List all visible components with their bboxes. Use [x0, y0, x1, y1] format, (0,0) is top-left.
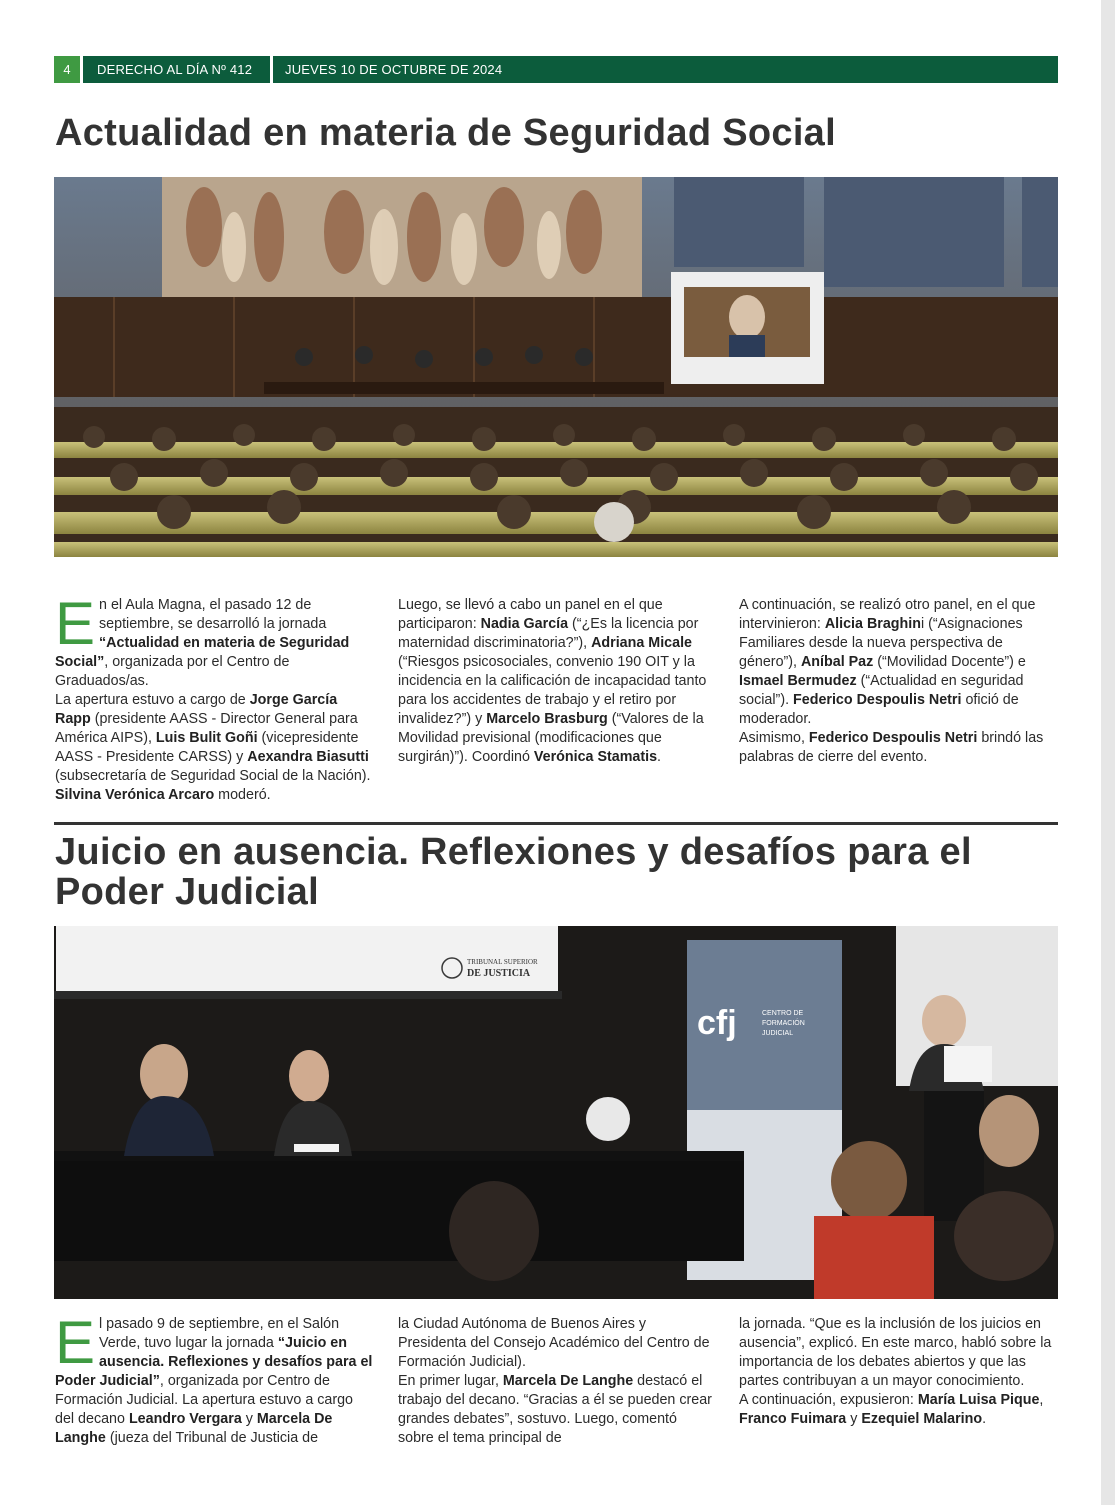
body-text: Luego, se llevó a cabo un panel en el que participaron: [398, 597, 663, 632]
body-text: i (“Asignaciones Familiares desde la nueva perspectiva de género”), [739, 616, 1023, 670]
page-edge [1101, 0, 1115, 1505]
bold-text: Nadia García [480, 616, 569, 632]
body-text: En primer lugar, [398, 1373, 503, 1389]
body-text: ofició de moderador. [739, 692, 1019, 727]
body-text: (“Riesgos psicosociales, convenio 190 OIT y la incidencia en la calificación de incapacidad tanto para los accidentes de trabajo y el retiro por invalidez?”) y [398, 654, 707, 727]
publication-name: DERECHO AL DÍA Nº 412 [97, 62, 253, 77]
article1-column-2 [398, 596, 716, 767]
body-text: (subsecretaría de Seguridad Social de la Nación). [55, 768, 371, 784]
paragraph [739, 596, 1057, 767]
bold-text: Alicia Braghin [824, 616, 921, 632]
bold-text: Leandro Vergara [128, 1411, 242, 1427]
body-text: n el Aula Magna, el pasado 12 de septiembre, se desarrolló la jornada [99, 597, 327, 632]
body-text: , organizada por el Centro de Graduados/as. [55, 654, 290, 689]
issue-date: JUEVES 10 DE OCTUBRE DE 2024 [285, 62, 503, 77]
body-text: (presidente AASS - Director General para América AIPS), [55, 711, 358, 746]
body-text: , [1039, 1392, 1044, 1408]
body-text: La apertura estuvo a cargo de [55, 692, 250, 708]
body-text: brindó las palabras de cierre del evento. [739, 730, 1044, 765]
body-text: (jueza del Tribunal de Justicia de [105, 1430, 319, 1446]
paragraph [739, 1315, 1057, 1429]
drop-cap: E [55, 1309, 96, 1376]
bold-text: Aníbal Paz [800, 654, 874, 670]
paragraph [55, 590, 373, 805]
bold-text: Franco Fuimara [739, 1411, 847, 1427]
screen-logo-line2: DE JUSTICIA [467, 968, 531, 979]
banner-line3: JUDICIAL [762, 1030, 794, 1037]
paragraph [398, 596, 716, 767]
body-text: la jornada. “Que es la inclusión de los juicios en ausencia”, explicó. En este marco, habló sobre la importancia de los debates abiertos y que las partes contribuyan a un mayor conocimiento. [739, 1316, 1052, 1389]
article2-column-1 [55, 1309, 373, 1448]
drop-cap: E [55, 590, 96, 657]
banner-logo: cfj [697, 1004, 737, 1042]
bold-text: María Luisa Pique [917, 1392, 1040, 1408]
banner-line2: FORMACIÓN [762, 1020, 805, 1027]
article2-title-line2: Poder Judicial [55, 871, 319, 913]
body-text: l pasado 9 de septiembre, en el Salón Verde, tuvo lugar la jornada [99, 1316, 340, 1351]
bold-text: Federico Despoulis Netri [793, 692, 962, 708]
body-text: . [982, 1411, 987, 1427]
bold-text: Jorge García Rapp [55, 692, 338, 727]
banner-line1: CENTRO DE [762, 1010, 804, 1017]
body-text: . [657, 749, 662, 765]
bold-text: “Actualidad en materia de Seguridad Social” [55, 635, 350, 670]
header-divider [80, 56, 83, 83]
body-text: (“Movilidad Docente”) e [873, 654, 1026, 670]
body-text: (“Actualidad en seguridad social”). [739, 673, 1024, 708]
page-number: 4 [54, 56, 80, 83]
body-text: moderó. [214, 787, 271, 803]
paragraph [55, 1309, 373, 1448]
body-text: A continuación, se realizó otro panel, en el que intervinieron: [739, 597, 1036, 632]
article2-title-line1: Juicio en ausencia. Reflexiones y desafíos para el [55, 831, 972, 873]
body-text: y [846, 1411, 862, 1427]
article2-photo [54, 926, 1058, 1299]
bold-text: “Juicio en ausencia. Reflexiones y desafíos para el Poder Judicial” [55, 1335, 373, 1389]
body-text: (“¿Es la licencia por maternidad discriminatoria?”), [398, 616, 699, 651]
body-text: , organizada por Centro de Formación Judicial. La apertura estuvo a cargo del decano [55, 1373, 354, 1427]
bold-text: Marcela De Langhe [55, 1411, 333, 1446]
bold-text: Aexandra Biasutti [247, 749, 369, 765]
screen-logo-line1: TRIBUNAL SUPERIOR [467, 958, 538, 966]
bold-text: Ismael Bermudez [739, 673, 857, 689]
bold-text: Federico Despoulis Netri [808, 730, 978, 746]
paragraph [398, 1315, 716, 1448]
body-text: (“Valores de la Movilidad previsional (modificaciones que surgirán)”). Coordinó [398, 711, 704, 765]
article2-column-2 [398, 1315, 716, 1448]
bold-text: Luis Bulit Goñi [155, 730, 258, 746]
bold-text: Verónica Stamatis [533, 749, 658, 765]
body-text: Asimismo, [739, 730, 809, 746]
article2-column-3 [739, 1315, 1057, 1429]
section-divider [54, 822, 1058, 825]
bold-text: Adriana Micale [591, 635, 692, 651]
article1-title: Actualidad en materia de Seguridad Social [55, 112, 836, 154]
body-text: (vicepresidente AASS - Presidente CARSS) y [55, 730, 359, 765]
body-text: la Ciudad Autónoma de Buenos Aires y Presidenta del Consejo Académico del Centro de Formación Judicial). [398, 1316, 710, 1370]
bold-text: Silvina Verónica Arcaro [55, 787, 215, 803]
bold-text: Ezequiel Malarino [861, 1411, 983, 1427]
bold-text: Marcelo Brasburg [486, 711, 608, 727]
body-text: y [241, 1411, 257, 1427]
body-text: A continuación, expusieron: [739, 1392, 918, 1408]
article1-column-3 [739, 596, 1057, 767]
article1-column-1 [55, 590, 373, 805]
article1-photo [54, 177, 1058, 557]
body-text: destacó el trabajo del decano. “Gracias a él se pueden crear grandes debates”, sostuvo. Luego, comentó sobre el tema principal de [398, 1373, 712, 1446]
header-divider [270, 56, 273, 83]
bold-text: Marcela De Langhe [502, 1373, 634, 1389]
article2-title [55, 832, 972, 912]
